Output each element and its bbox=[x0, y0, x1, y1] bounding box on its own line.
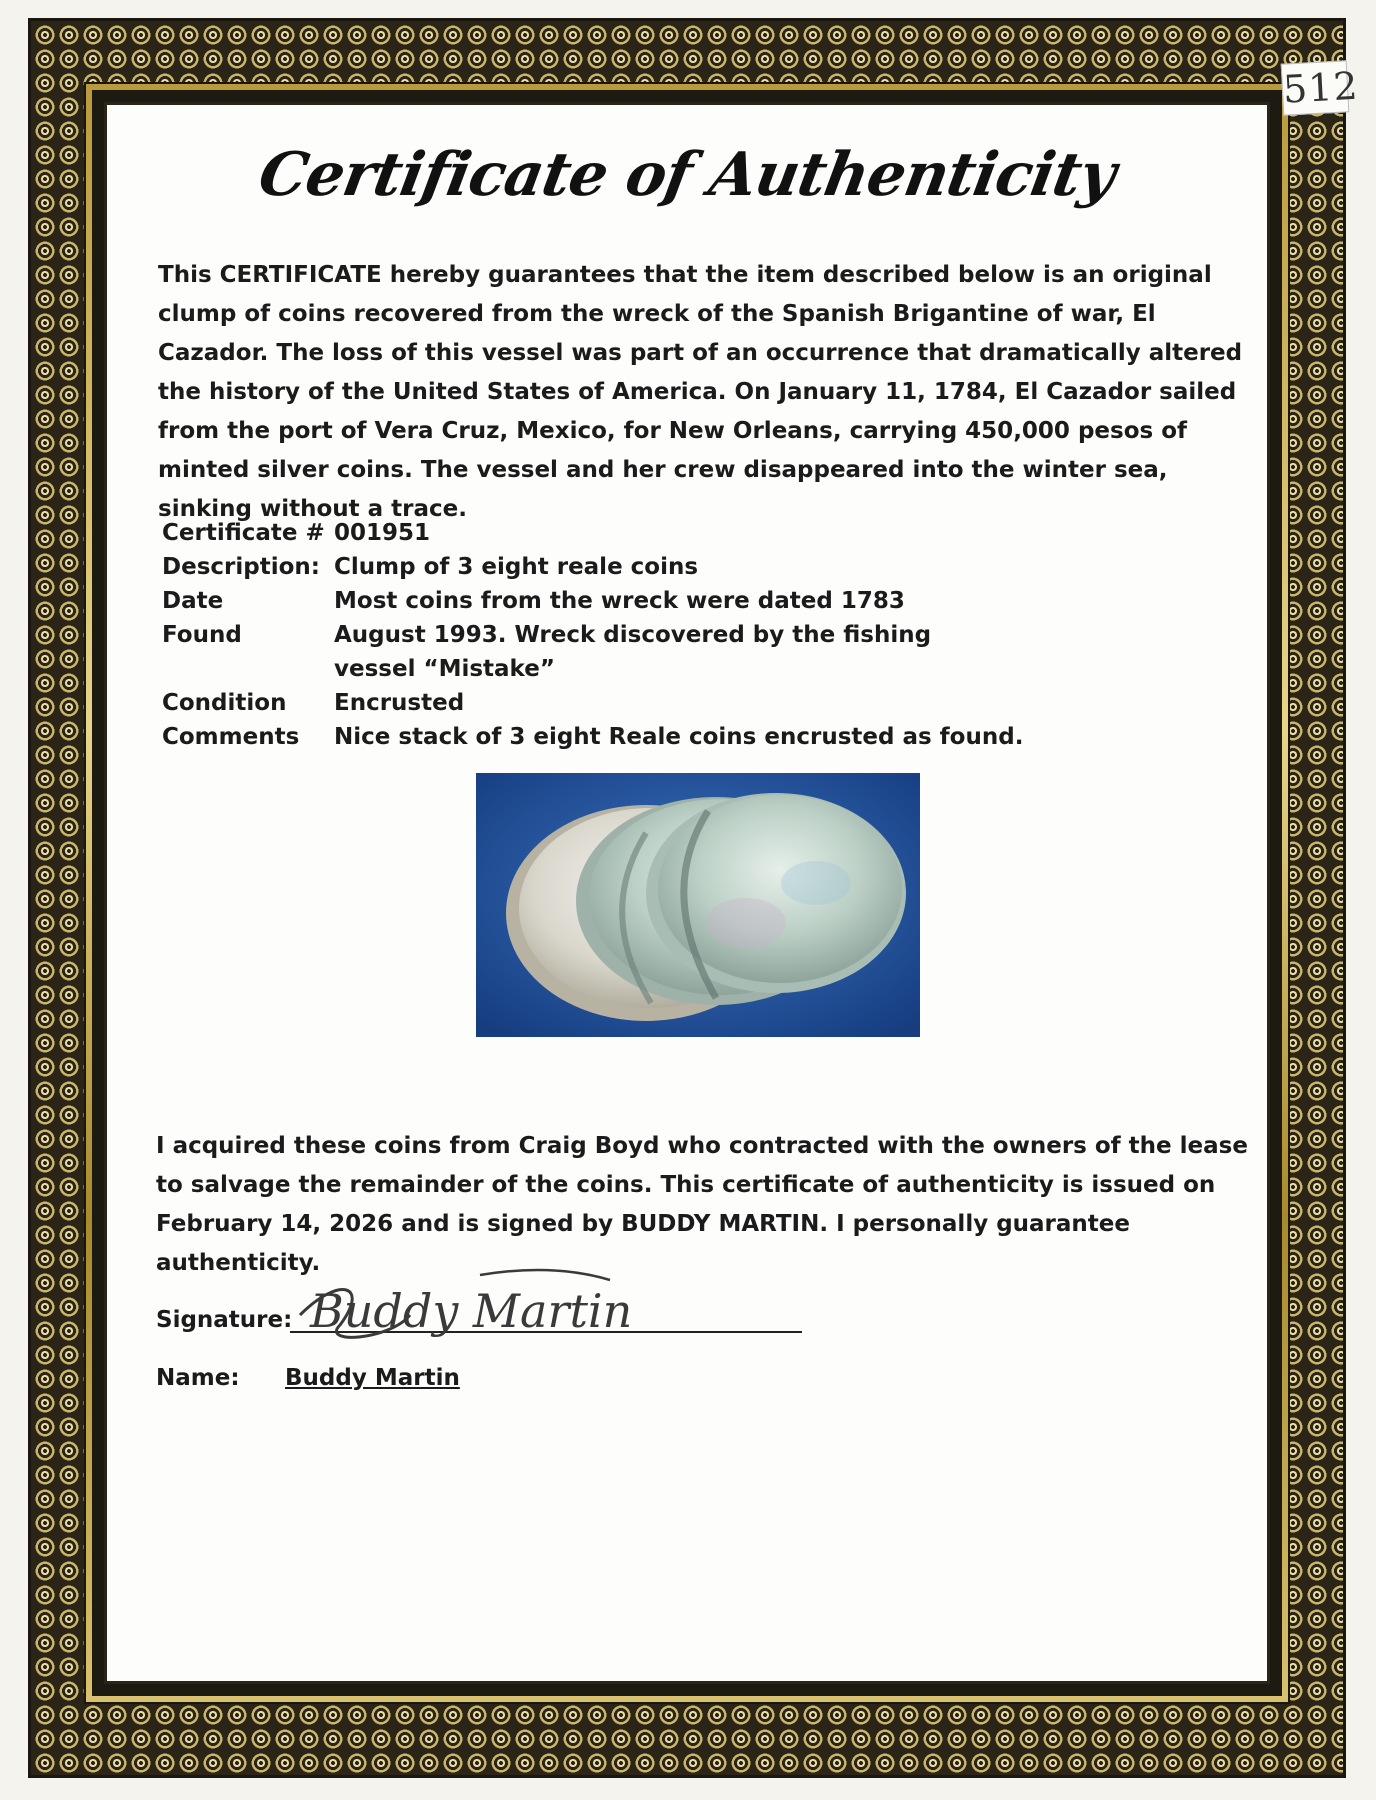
detail-label: Description: bbox=[162, 554, 320, 580]
name-value: Buddy Martin bbox=[285, 1365, 460, 1391]
detail-label: Found bbox=[162, 622, 242, 648]
name-label: Name: bbox=[156, 1365, 240, 1391]
handwritten-signature bbox=[280, 1255, 700, 1355]
detail-value: August 1993. Wreck discovered by the fishing vessel “Mistake” bbox=[334, 622, 932, 682]
detail-label: Comments bbox=[162, 724, 300, 750]
detail-value: Most coins from the wreck were dated 1783 bbox=[334, 588, 905, 614]
detail-row-found bbox=[162, 618, 1062, 686]
detail-value: Nice stack of 3 eight Reale coins encrusted as found. bbox=[334, 724, 1024, 750]
signature-label: Signature: bbox=[156, 1307, 293, 1333]
details-table bbox=[162, 516, 1062, 754]
detail-value: Encrusted bbox=[334, 690, 465, 716]
detail-row-certificate-number bbox=[162, 516, 1062, 550]
handwritten-reference-number: 512 bbox=[1281, 60, 1350, 115]
detail-row-comments bbox=[162, 720, 1062, 754]
detail-row-condition bbox=[162, 686, 1062, 720]
detail-label: Date bbox=[162, 588, 224, 614]
detail-label: Certificate # bbox=[162, 520, 325, 546]
detail-value: Clump of 3 eight reale coins bbox=[334, 554, 699, 580]
certificate-title: Certificate of Authenticity bbox=[253, 140, 1121, 210]
signature-script: Buddy Martin bbox=[310, 1284, 633, 1338]
closing-paragraph: I acquired these coins from Craig Boyd who contracted with the owners of the lease to salvage the remainder of the coins. This certificate of authenticity is issued on February 14, 2026 and is signed by BUDDY MARTIN. I personally guarantee authenticity. bbox=[156, 1133, 1248, 1276]
intro-paragraph: This CERTIFICATE hereby guarantees that the item described below is an original clump of coins recovered from the wreck of the Spanish Brigantine of war, El Cazador. The loss of this vessel was part of an occurrence that dramatically altered the history of the United States of America. On January 11, 1784, El Cazador sailed from the port of Vera Cruz, Mexico, for New Orleans, carrying 450,000 pesos of minted silver coins. The vessel and her crew disappeared into the winter sea, sinking without a trace. bbox=[158, 262, 1243, 522]
coin-clump-photo bbox=[476, 773, 920, 1037]
detail-row-date bbox=[162, 584, 1062, 618]
detail-label: Condition bbox=[162, 690, 287, 716]
detail-value: 001951 bbox=[334, 520, 431, 546]
detail-row-description bbox=[162, 550, 1062, 584]
